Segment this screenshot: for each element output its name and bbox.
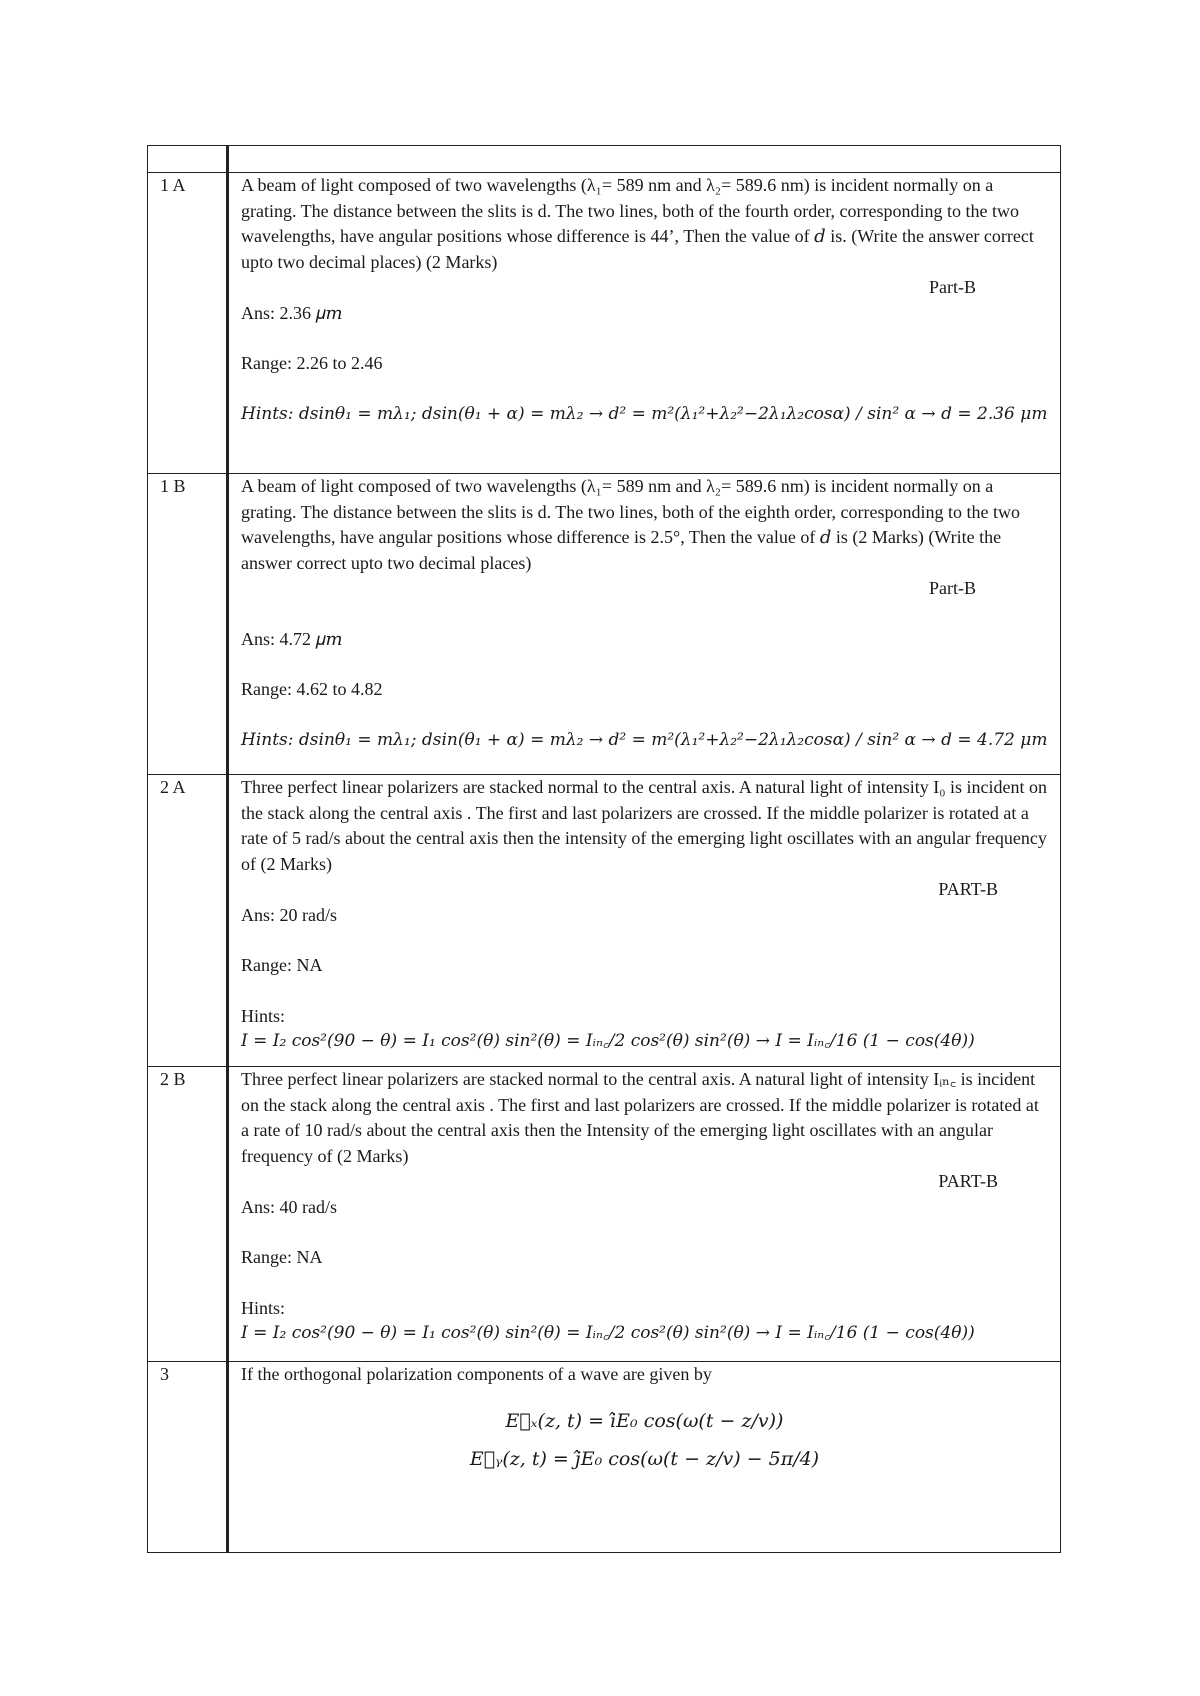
question-body <box>228 474 1061 775</box>
question-row-1a <box>148 173 1061 474</box>
question-text: Three perfect linear polarizers are stacked normal to the central axis. A natural light of intensity Iᵢₙ꜀ is incident on the stack along the central axis . The first and last polarizers are crossed. If the middle polarizer is rotated at a rate of 10 rad/s about the central axis then the Intensity of the emerging light oscillates with an angular frequency of (2 Marks) <box>241 1069 1039 1166</box>
spacer <box>241 1271 1048 1296</box>
answer-text: Ans: 20 rad/s <box>241 904 337 925</box>
spacer <box>241 602 1048 627</box>
answer-text: Ans: 4.72 𝜇𝑚 <box>241 628 343 649</box>
spacer <box>241 928 1048 953</box>
equation-ex: 𝐸⃗ₓ(𝑧, 𝑡) = 𝑖̂𝐸₀ cos(𝜔(𝑡 − 𝑧/𝑣)) <box>505 1409 784 1432</box>
range-text: Range: NA <box>241 1247 323 1267</box>
equation-ey: 𝐸⃗ᵧ(𝑧, 𝑡) = 𝑗̂𝐸₀ cos(𝜔(𝑡 − 𝑧/𝑣) − 5𝜋/4) <box>469 1447 820 1470</box>
question-text: If the orthogonal polarization components of a wave are given by <box>241 1364 712 1384</box>
question-body <box>228 775 1061 1067</box>
spacer <box>241 652 1048 677</box>
part-label: Part-B <box>929 277 976 297</box>
answer-text: Ans: 2.36 𝜇𝑚 <box>241 302 343 323</box>
question-row-3 <box>148 1362 1061 1553</box>
question-body <box>228 173 1061 474</box>
hints-formula: 𝐼 = 𝐼₂ cos²(90 − 𝜃) = 𝐼₁ cos²(𝜃) sin²(𝜃) = 𝐼ᵢₙ꜀/2 cos²(𝜃) sin²(𝜃) → 𝐼 = 𝐼ᵢₙ꜀/16 (1 − cos(4𝜃)) <box>241 1031 975 1051</box>
spacer <box>241 1220 1048 1245</box>
question-number: 3 <box>148 1362 228 1553</box>
hints-formula: Hints: 𝑑𝑠𝑖𝑛𝜃₁ = 𝑚𝜆₁; 𝑑𝑠𝑖𝑛(𝜃₁ + 𝛼) = 𝑚𝜆₂ → 𝑑² = 𝑚²(𝜆₁²+𝜆₂²−2𝜆₁𝜆₂𝑐𝑜𝑠𝛼) / sin² 𝛼 → 𝑑 = 4.72 𝜇𝑚 <box>241 729 1048 750</box>
range-text: Range: NA <box>241 955 323 975</box>
answer-text: Ans: 40 rad/s <box>241 1196 337 1217</box>
spacer <box>241 979 1048 1004</box>
hints-formula: 𝐼 = 𝐼₂ cos²(90 − 𝜃) = 𝐼₁ cos²(𝜃) sin²(𝜃) = 𝐼ᵢₙ꜀/2 cos²(𝜃) sin²(𝜃) → 𝐼 = 𝐼ᵢₙ꜀/16 (1 − cos(4𝜃)) <box>241 1323 975 1343</box>
part-label: PART-B <box>938 1171 998 1191</box>
question-number: 1 A <box>148 173 228 474</box>
spacer <box>241 377 1048 402</box>
question-table <box>147 145 1061 1553</box>
spacer <box>241 1388 1048 1402</box>
part-label: PART-B <box>938 879 998 899</box>
hints-formula: Hints: 𝑑𝑠𝑖𝑛𝜃₁ = 𝑚𝜆₁; 𝑑𝑠𝑖𝑛(𝜃₁ + 𝛼) = 𝑚𝜆₂ → 𝑑² = 𝑚²(𝜆₁²+𝜆₂²−2𝜆₁𝜆₂𝑐𝑜𝑠𝛼) / sin² 𝛼 → 𝑑 = 2.36 𝜇𝑚 <box>241 403 1048 424</box>
question-row-2b <box>148 1067 1061 1362</box>
spacer <box>241 703 1048 728</box>
question-number: 2 A <box>148 775 228 1067</box>
range-text: Range: 2.26 to 2.46 <box>241 353 383 373</box>
question-sheet <box>147 145 1061 1553</box>
question-text: A beam of light composed of two wavelengths (λ₁= 589 nm and λ₂= 589.6 nm) is incident normally on a grating. The distance between the slits is d. The two lines, both of the fourth order, corresponding to the two wavelengths, have angular positions whose difference is 44’, Then the value of 𝑑 is. (Write the answer correct upto two decimal places) (2 Marks) <box>241 175 1034 272</box>
range-text: Range: 4.62 to 4.82 <box>241 679 383 699</box>
question-body <box>228 1362 1061 1553</box>
hints-label: Hints: <box>241 1005 286 1026</box>
header-body-cell <box>228 146 1061 173</box>
question-row-2a <box>148 775 1061 1067</box>
question-body <box>228 1067 1061 1362</box>
question-number: 1 B <box>148 474 228 775</box>
header-num-cell <box>148 146 228 173</box>
question-number: 2 B <box>148 1067 228 1362</box>
question-text: Three perfect linear polarizers are stacked normal to the central axis. A natural light of intensity I₀ is incident on the stack along the central axis . The first and last polarizers are crossed. If the middle polarizer is rotated at a rate of 5 rad/s about the central axis then the intensity of the emerging light oscillates with an angular frequency of (2 Marks) <box>241 777 1047 874</box>
hints-label: Hints: <box>241 1297 286 1318</box>
question-text: A beam of light composed of two wavelengths (λ₁= 589 nm and λ₂= 589.6 nm) is incident normally on a grating. The distance between the slits is d. The two lines, both of the eighth order, corresponding to the two wavelengths, have angular positions whose difference is 2.5°, Then the value of 𝑑 is (2 Marks) (Write the answer correct upto two decimal places) <box>241 476 1020 573</box>
header-row <box>148 146 1061 173</box>
question-row-1b <box>148 474 1061 775</box>
part-label: Part-B <box>929 578 976 598</box>
spacer <box>241 326 1048 351</box>
